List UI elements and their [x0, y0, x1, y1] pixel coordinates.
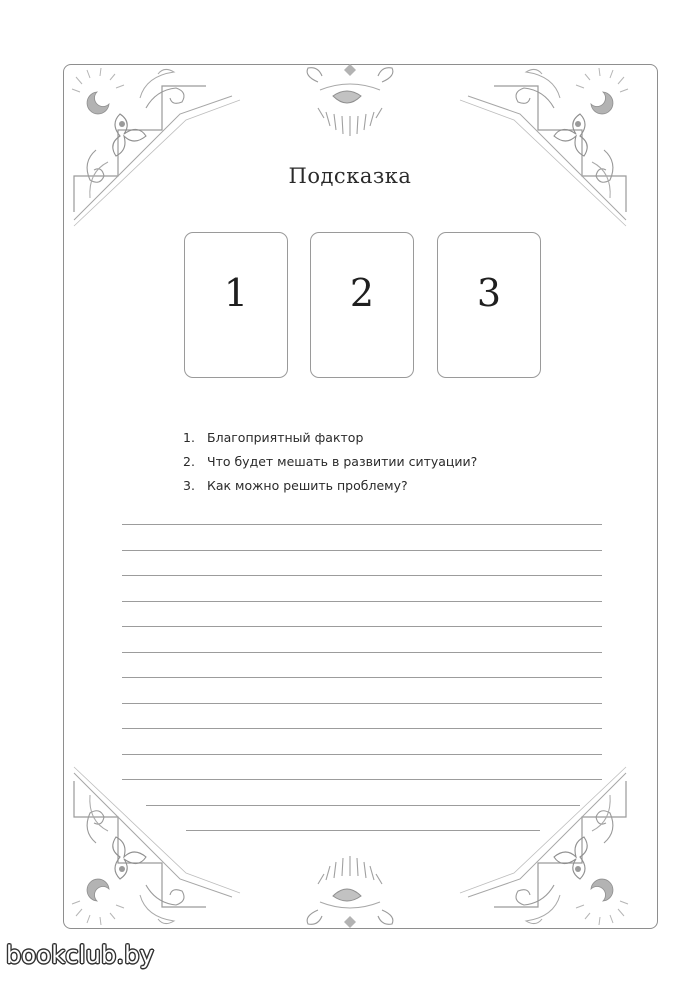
writing-line — [122, 703, 602, 704]
card-number: 2 — [349, 271, 375, 315]
list-item — [183, 476, 477, 500]
writing-line — [122, 652, 602, 653]
writing-line — [146, 805, 580, 806]
card-slot-3 — [437, 232, 541, 378]
watermark: bookclub.by — [6, 941, 155, 969]
writing-line — [122, 524, 602, 525]
writing-line — [122, 626, 602, 627]
writing-line — [122, 677, 602, 678]
list-item — [183, 452, 477, 476]
list-item-text: Что будет мешать в развитии ситуации? — [207, 454, 478, 469]
writing-line — [122, 550, 602, 551]
card-number: 3 — [476, 271, 502, 315]
list-item-number: 3. — [183, 478, 195, 493]
card-number: 1 — [223, 271, 249, 315]
list-item-number: 2. — [183, 454, 195, 469]
writing-line — [122, 575, 602, 576]
list-item-text: Благоприятный фактор — [207, 430, 364, 445]
writing-line — [122, 728, 602, 729]
writing-line — [122, 601, 602, 602]
page-title: Подсказка — [288, 164, 412, 188]
card-slot-2 — [310, 232, 414, 378]
writing-line — [186, 830, 540, 831]
card-slot-1 — [184, 232, 288, 378]
writing-line — [122, 754, 602, 755]
list-item-text: Как можно решить проблему? — [207, 478, 408, 493]
writing-line — [122, 779, 602, 780]
list-item — [183, 428, 477, 452]
card-positions-list — [183, 428, 477, 500]
list-item-number: 1. — [183, 430, 195, 445]
